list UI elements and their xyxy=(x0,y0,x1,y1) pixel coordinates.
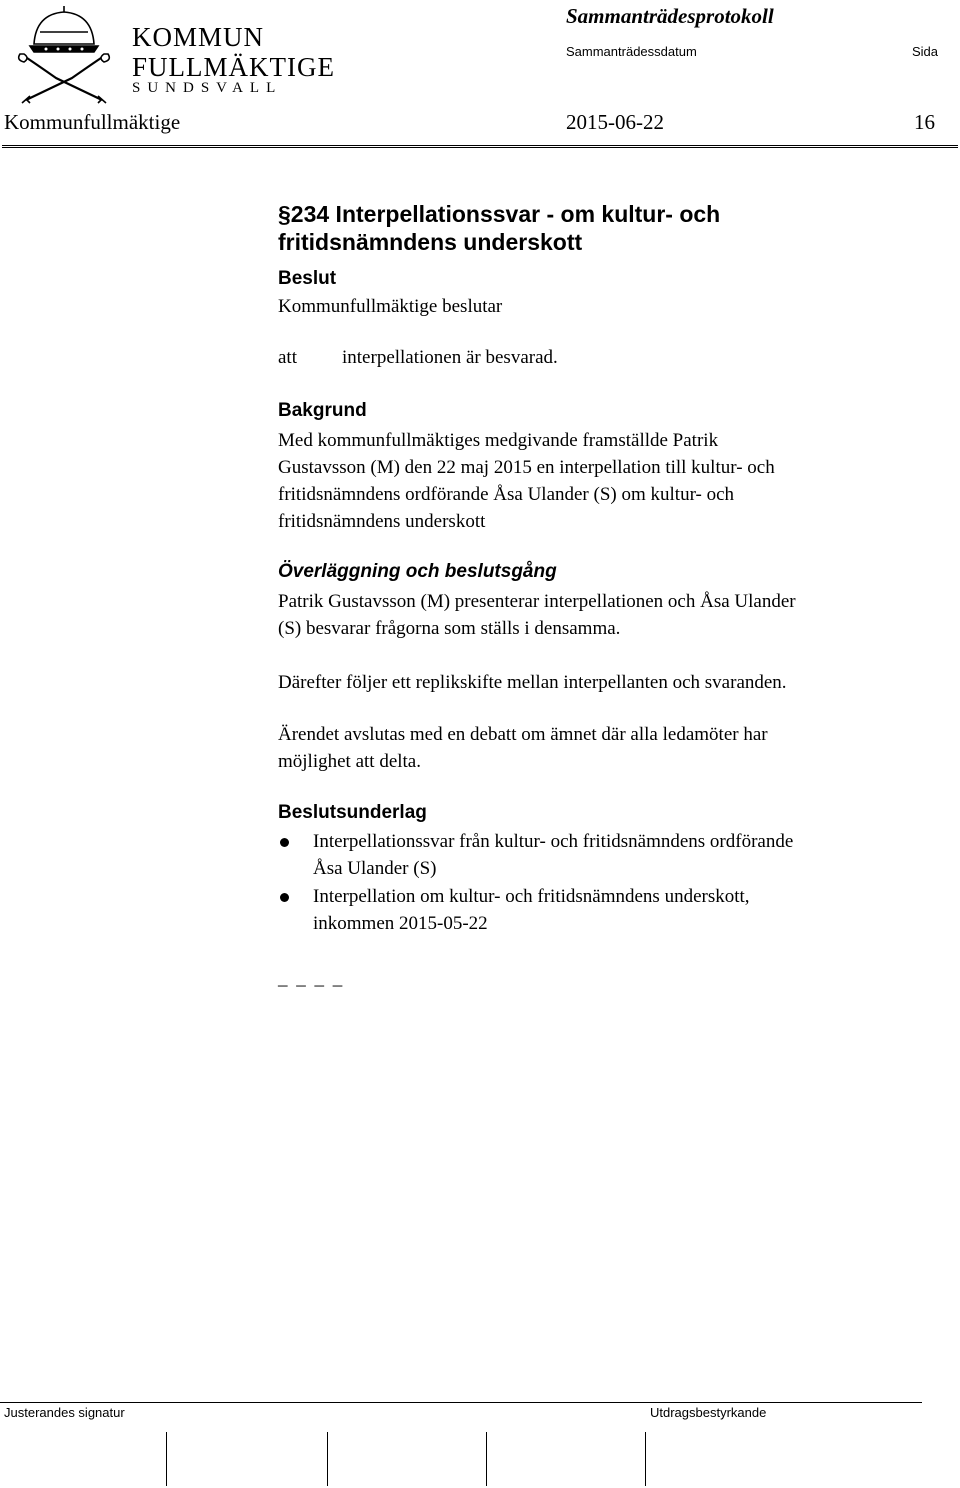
footer-divider xyxy=(0,1402,922,1403)
body-name: Kommunfullmäktige xyxy=(4,110,181,134)
municipal-crest-logo xyxy=(6,4,122,104)
overlaggning-line: Ärendet avslutas med en debatt om ämnet där alla ledamöter har xyxy=(278,724,768,745)
bakgrund-line: Gustavsson (M) den 22 maj 2015 en interpellation till kultur- och xyxy=(278,457,775,478)
overlaggning-paragraph-1 xyxy=(278,588,796,642)
page-label: Sida xyxy=(912,44,939,59)
beslutsunderlag-line: Interpellation om kultur- och fritidsnämndens underskott, xyxy=(313,886,750,907)
org-name-line2: FULLMÄKTIGE xyxy=(132,52,335,82)
signature-label: Justerandes signatur xyxy=(4,1405,125,1420)
org-name-line1: KOMMUN xyxy=(132,22,265,52)
header-divider xyxy=(2,145,958,146)
overlaggning-line: Patrik Gustavsson (M) presenterar interpellationen och Åsa Ulander xyxy=(278,591,796,612)
bakgrund-paragraph xyxy=(278,427,775,535)
item-title-line1: §234 Interpellationssvar - om kultur- och xyxy=(278,201,721,227)
beslutsunderlag-line: Åsa Ulander (S) xyxy=(313,858,437,879)
document-type: Sammanträdesprotokoll xyxy=(566,4,774,28)
page-number: 16 xyxy=(914,110,935,134)
overlaggning-heading: Överläggning och beslutsgång xyxy=(278,561,557,582)
beslutsunderlag-line: Interpellationssvar från kultur- och fritidsnämndens ordförande xyxy=(313,831,794,852)
bakgrund-line: Med kommunfullmäktiges medgivande framställde Patrik xyxy=(278,430,719,451)
att-keyword: att xyxy=(278,347,297,368)
signature-box-divider xyxy=(645,1432,646,1486)
meeting-date: 2015-06-22 xyxy=(566,110,664,134)
bakgrund-line: fritidsnämndens underskott xyxy=(278,511,486,532)
bakgrund-line: fritidsnämndens ordförande Åsa Ulander (S) om kultur- och xyxy=(278,484,735,505)
item-title xyxy=(278,200,918,256)
date-label: Sammanträdessdatum xyxy=(566,44,697,59)
beslut-heading: Beslut xyxy=(278,268,337,289)
beslutsunderlag-line: inkommen 2015-05-22 xyxy=(313,913,488,934)
beslut-text: Kommunfullmäktige beslutar xyxy=(278,296,503,317)
bakgrund-heading: Bakgrund xyxy=(278,400,367,421)
beslutsunderlag-item-1 xyxy=(313,828,793,882)
att-clause: interpellationen är besvarad. xyxy=(342,347,558,368)
overlaggning-line: (S) besvarar frågorna som ställs i densamma. xyxy=(278,618,621,639)
header-divider-secondary xyxy=(2,147,958,148)
overlaggning-line: möjlighet att delta. xyxy=(278,751,421,772)
beslutsunderlag-heading: Beslutsunderlag xyxy=(278,802,427,823)
bullet-icon xyxy=(280,893,289,902)
signature-box-divider xyxy=(486,1432,487,1486)
signature-box-divider xyxy=(166,1432,167,1486)
signature-box-divider xyxy=(327,1432,328,1486)
certification-label: Utdragsbestyrkande xyxy=(650,1405,767,1420)
beslutsunderlag-item-2 xyxy=(313,883,750,937)
bullet-icon xyxy=(280,838,289,847)
overlaggning-paragraph-3 xyxy=(278,721,768,775)
end-mark: _ _ _ _ xyxy=(278,968,345,989)
org-name-line3: SUNDSVALL xyxy=(132,80,283,96)
overlaggning-paragraph-2: Därefter följer ett replikskifte mellan interpellanten och svaranden. xyxy=(278,672,787,693)
item-title-line2: fritidsnämndens underskott xyxy=(278,229,583,255)
